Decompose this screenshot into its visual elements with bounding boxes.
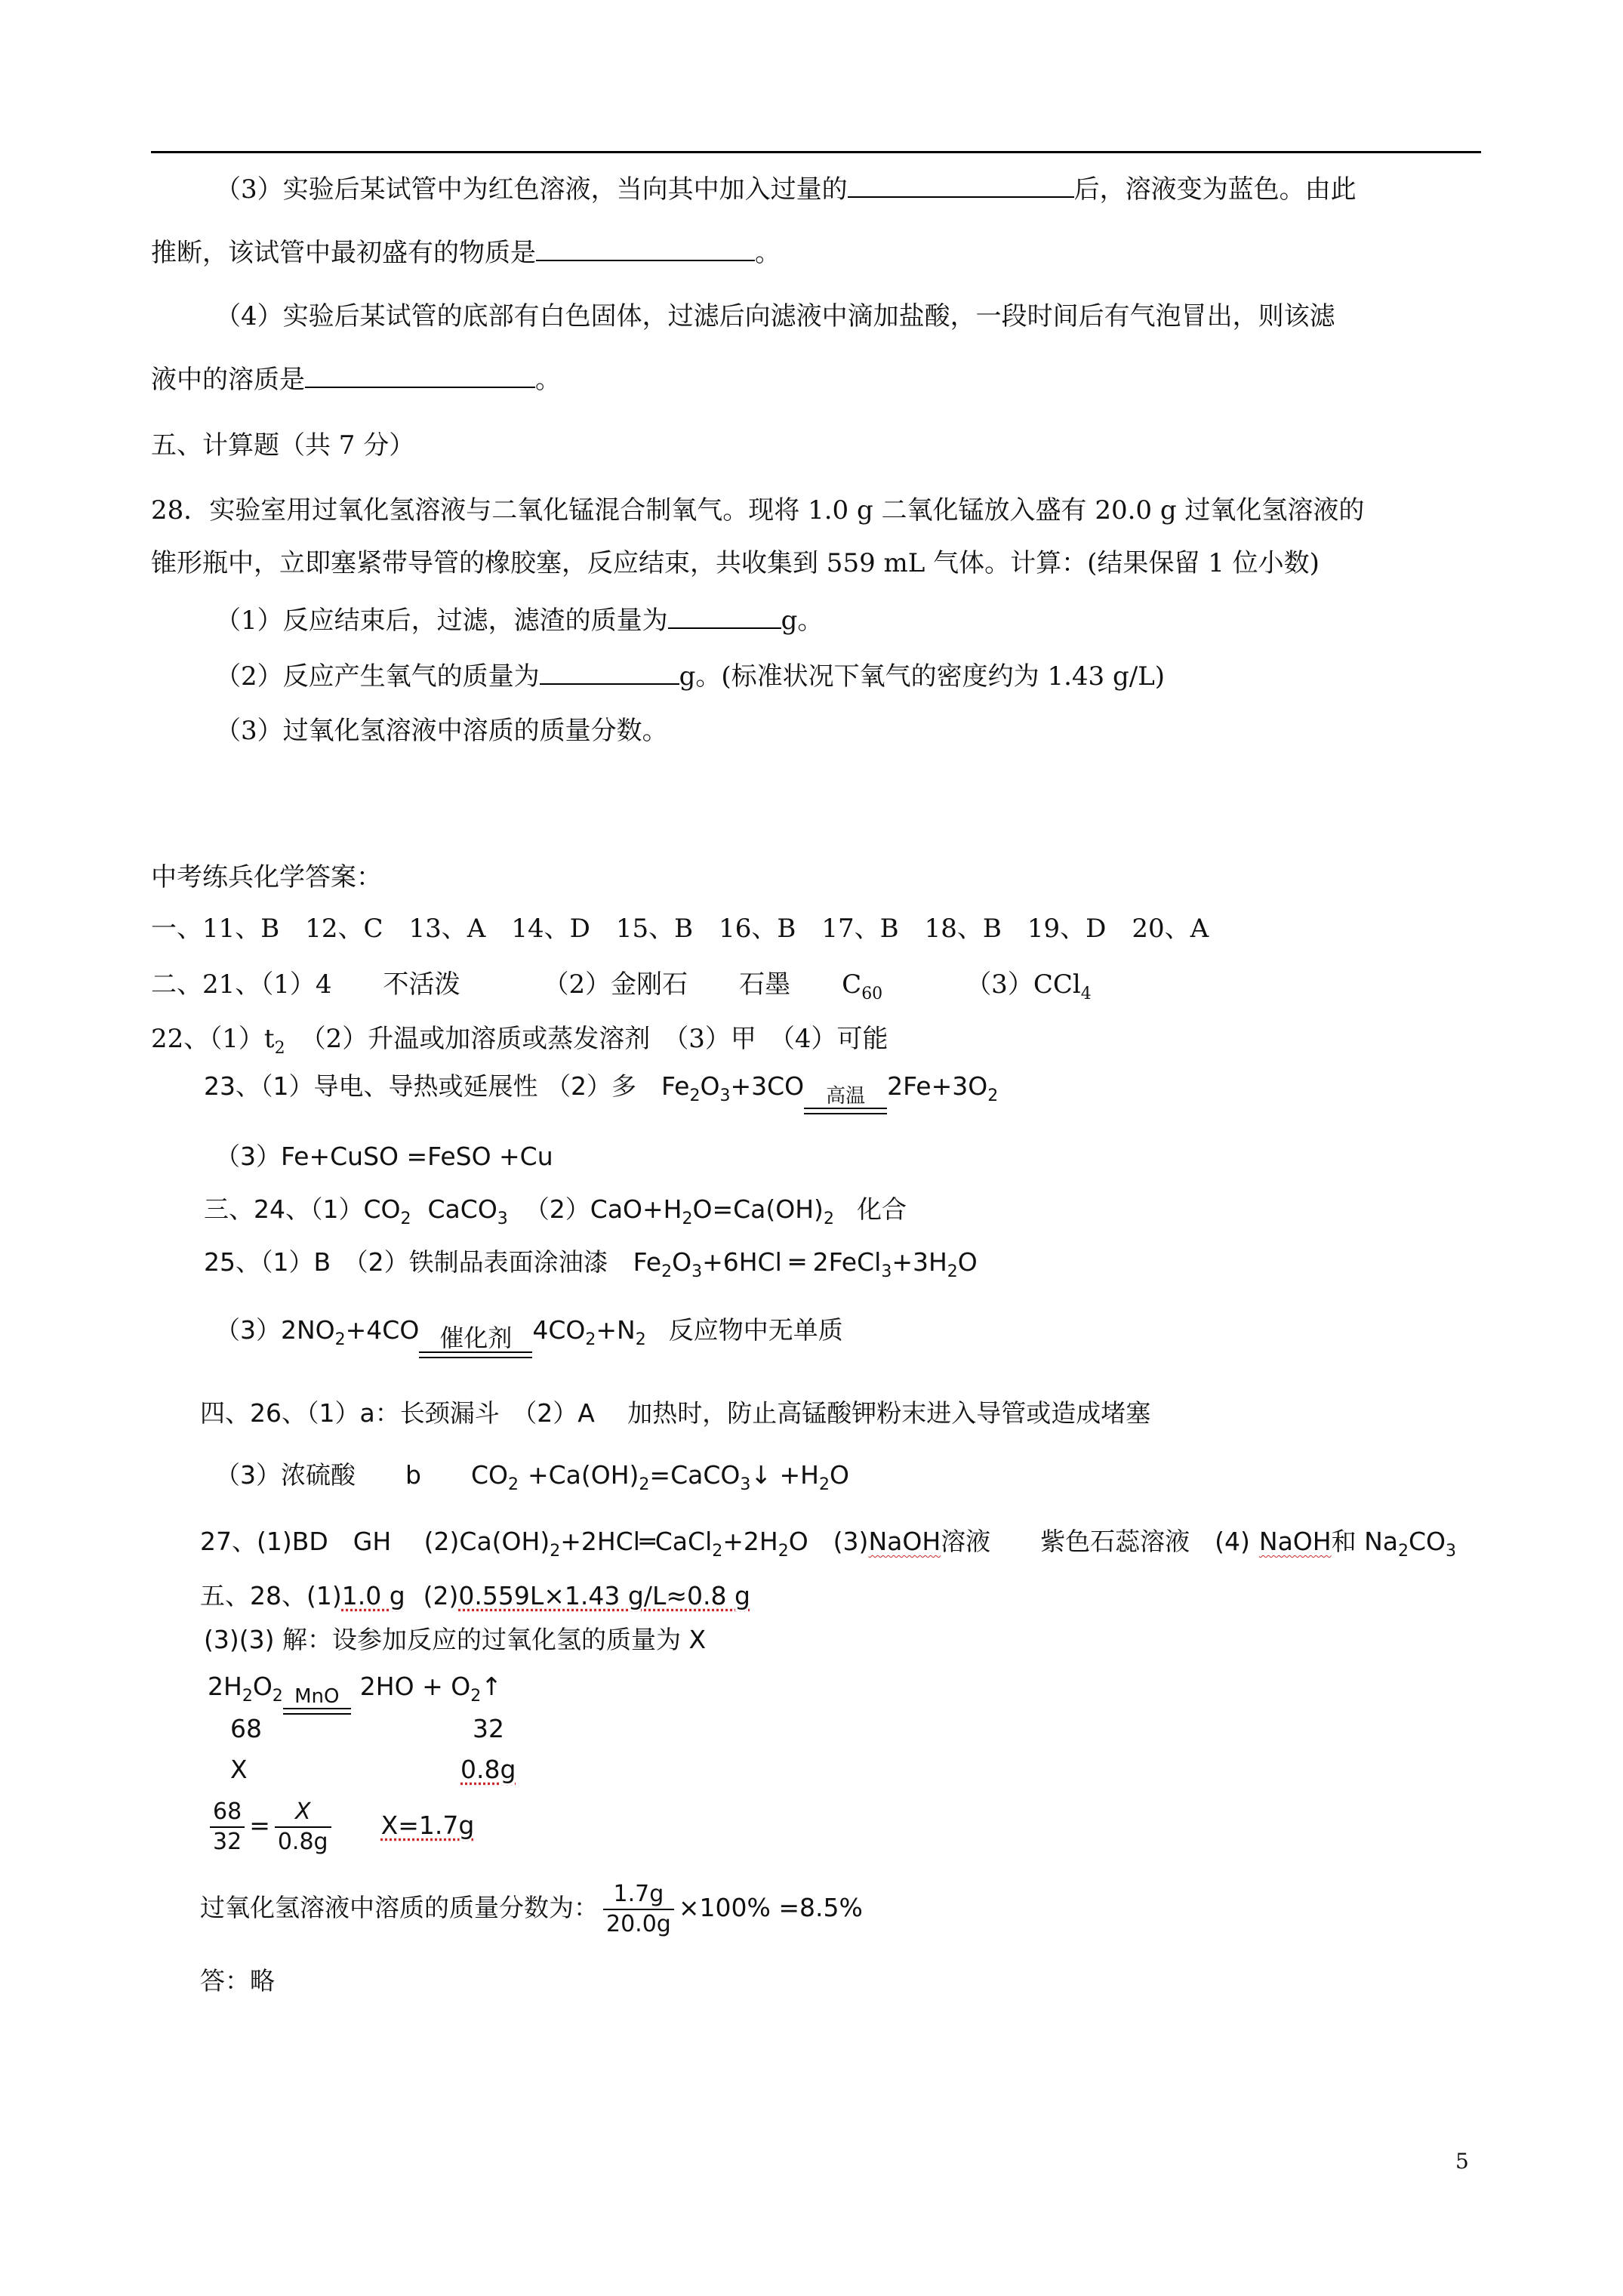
answer-23: 23、（1）导电、导热或延展性 （2）多 $Fe_2O_3+3CO$ 高温 $2Fe+3O_2$ [204, 1068, 998, 1114]
answer-21: 二、21、（1）4 不活泼 （2）金刚石 石墨 $C_{60}$ （3）CCl$_4$ [151, 969, 1092, 1003]
answer-28: 五、28、(1)1.0 g (2)0.559L×1.43 g/L≈0.8 g [200, 1581, 750, 1610]
answer-blank [305, 361, 535, 388]
page-number: 5 [1455, 2149, 1469, 2174]
answer-blank [536, 234, 755, 261]
unknown-x: X [230, 1755, 248, 1784]
answers-choice: 一、11、B 12、C 13、A 14、D 15、B 16、B 17、B 18、B 19、D 20、A [151, 914, 1209, 944]
final-answer: 答：略 [200, 1966, 275, 1996]
answer-22: 22、$(1)t_2$ （2）升温或加溶质或蒸发溶剂 （3）甲 （4）可能 [151, 1024, 888, 1058]
molar-mass-h2o2: 68 [230, 1714, 262, 1743]
q28-sub1: （1）反应结束后，过滤，滤渣的质量为 g。 [215, 602, 823, 639]
oxygen-mass: 0.8g [460, 1755, 516, 1784]
fraction-17-200: $\frac{1.7g}{20.0g}$ [603, 1880, 674, 1939]
subscript-3: 3 [719, 1086, 731, 1105]
q27-3-line1: （3）实验后某试管中为红色溶液，当向其中加入过量的 后，溶液变为蓝色。由此 [215, 171, 1357, 208]
answer-26: 四、26、（1）a：长颈漏斗 （2）A 加热时，防止高锰酸钾粉末进入导管或造成堵塞 [200, 1398, 1151, 1428]
subscript-2: 2 [689, 1086, 701, 1105]
answer-blank [848, 171, 1074, 198]
fraction-x-08: $\frac{X}{0.8g}$ [275, 1798, 331, 1857]
answer-blank [668, 602, 781, 629]
answer-24: 三、24、$(1)CO_2$ CaCO$_3$ $(2)CaO+H_2O=Ca(OH)_2$ 化合 [204, 1194, 907, 1228]
q27-3-line2: 推断，该试管中最初盛有的物质是 。 [151, 234, 781, 271]
q28-sub2: （2）反应产生氧气的质量为 g。(标准状况下氧气的密度约为 1.43 g/L) [215, 658, 1165, 695]
decomposition-equation: $2H_2O_2$ MnO $2HO + O_2↑$ [208, 1669, 502, 1715]
answer-25-3: $(3)2NO_2+4CO$ 催化剂 $4CO_2+N_2$ 反应物中无单质 [215, 1312, 843, 1358]
answer-25: 25、（1）B （2）铁制品表面涂油漆 $Fe_2O_3+6HCl$ ═ $2FeCl_3+3H_2O$ [204, 1247, 978, 1281]
q27-4-line1: （4）实验后某试管的底部有白色固体，过滤后向滤液中滴加盐酸，一段时间后有气泡冒出，则该滤 [215, 301, 1335, 331]
subscript-2: 2 [987, 1086, 999, 1105]
answer-28-3: (3)(3) 解：设参加反应的过氧化氢的质量为 X [204, 1625, 707, 1654]
answer-27: 27、(1)BD GH $(2)Ca(OH)_2+2HCl═CaCl_2+2H_2O$ (3)NaOH溶液 紫色石蕊溶液 (4) NaOH和 $Na_2CO_3$ [200, 1527, 1457, 1561]
fraction-68-32: $\frac{68}{32}$ [210, 1798, 245, 1857]
condition-catalyst: 催化剂 [419, 1324, 532, 1358]
molar-mass-o2: 32 [473, 1714, 504, 1743]
condition-catalyst-mno2: MnO [283, 1685, 351, 1715]
section-5-title: 五、计算题（共 7 分） [151, 430, 415, 461]
answer-23-3: （3）Fe+CuSO =FeSO +Cu [215, 1142, 553, 1171]
answer-26-3: （3）浓硫酸 b $CO_2$ $+Ca(OH)_2=CaCO_3↓ +H_2O$ [215, 1460, 849, 1494]
q27-4-line2: 液中的溶质是 。 [151, 361, 561, 398]
answer-blank [540, 658, 679, 685]
mass-fraction-line: 过氧化氢溶液中溶质的质量分数为： $\frac{1.7g}{20.0g}$ ×100% =8.5% [200, 1880, 863, 1937]
proportion-line: $\frac{68}{32}$ = $\frac{X}{0.8g}$ X=1.7g [205, 1795, 474, 1857]
q28-line1: 28．实验室用过氧化氢溶液与二氧化锰混合制氧气。现将 1.0 g 二氧化锰放入盛有 20.0 g 过氧化氢溶液的 [151, 495, 1365, 525]
q28-line2: 锥形瓶中，立即塞紧带导管的橡胶塞，反应结束，共收集到 559 mL 气体。计算：(结果保留 1 位小数) [151, 548, 1320, 578]
answers-heading: 中考练兵化学答案： [151, 862, 382, 892]
header-rule [151, 151, 1481, 153]
q28-sub3: （3）过氧化氢溶液中溶质的质量分数。 [215, 716, 668, 746]
condition-high-temp: 高温 [804, 1085, 887, 1114]
